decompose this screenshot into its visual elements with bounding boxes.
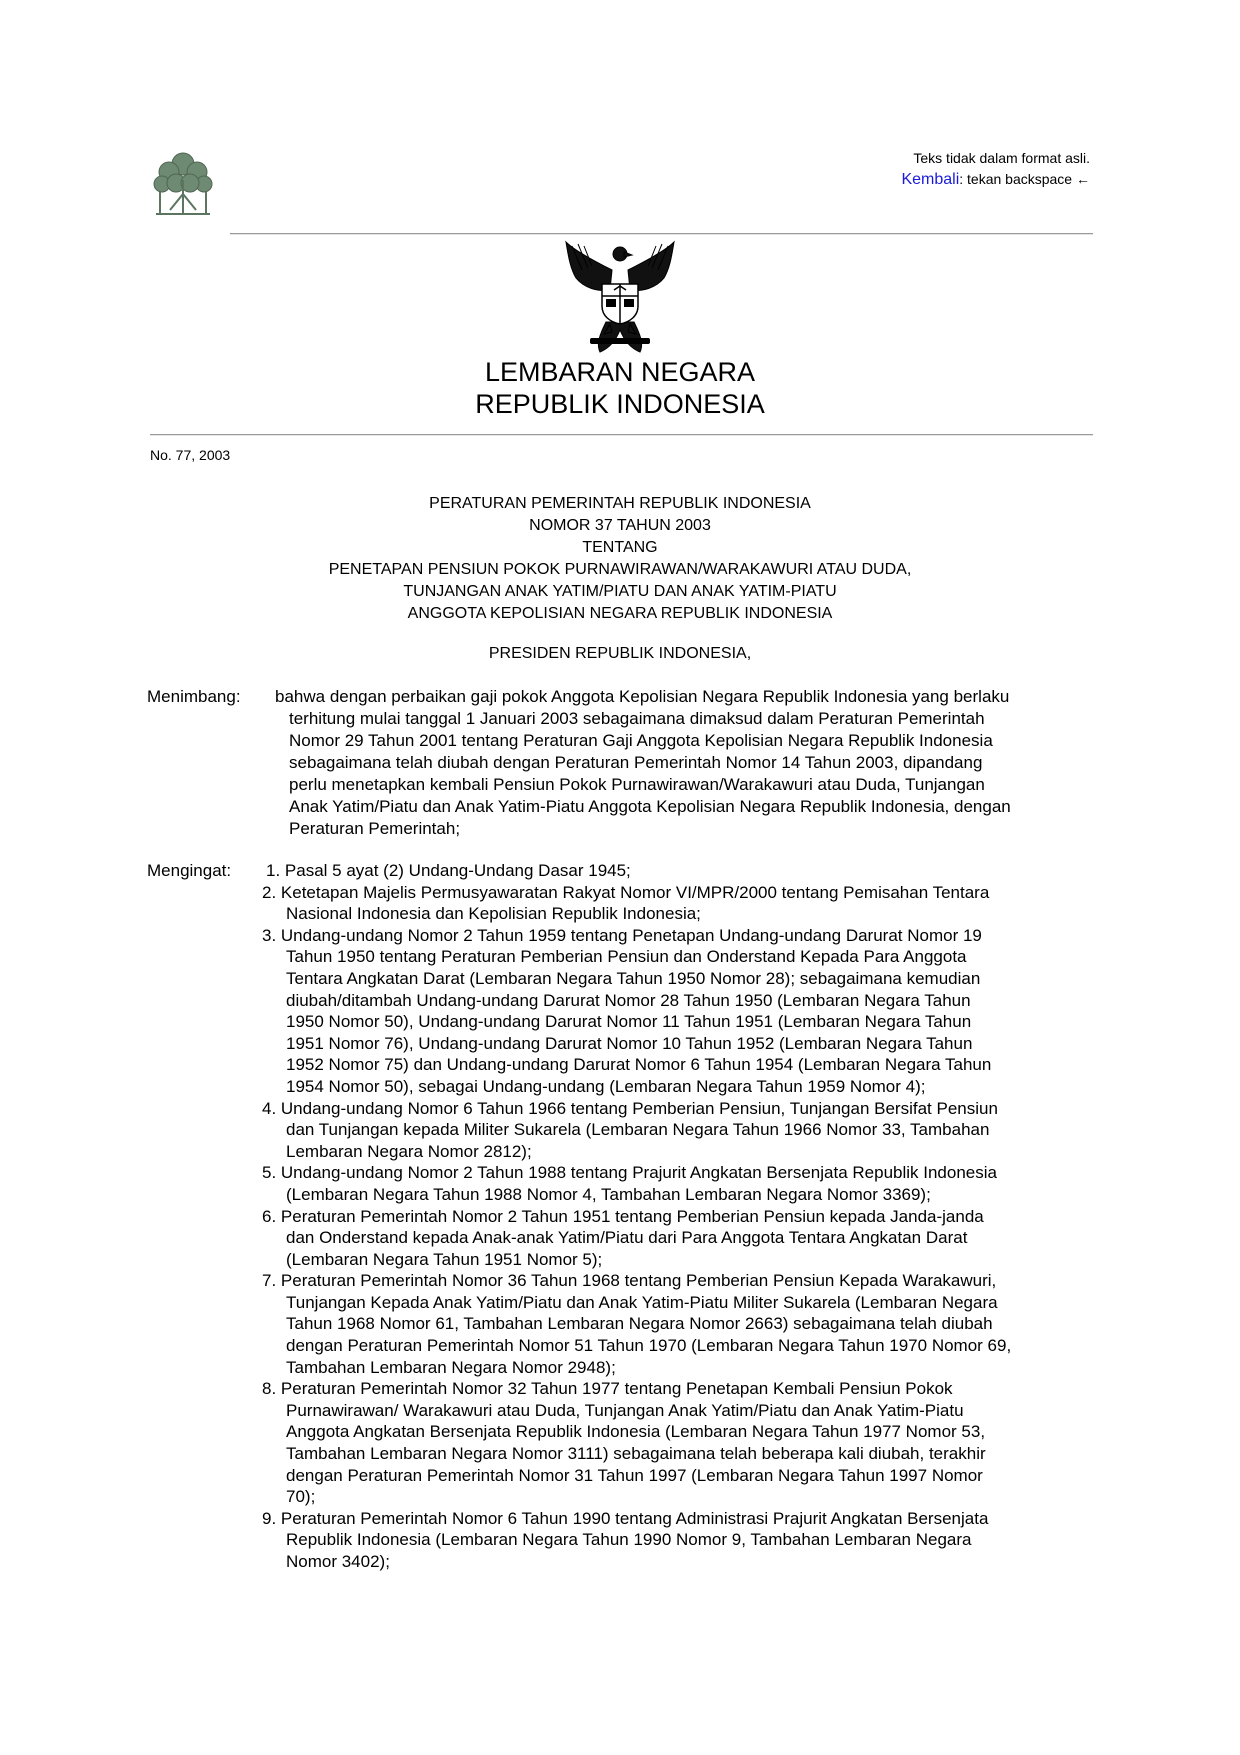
format-note-text: Teks tidak dalam format asli. [913, 150, 1090, 166]
mengingat-list [262, 860, 1102, 1573]
mengingat-line: 8. Peraturan Pemerintah Nomor 32 Tahun 1977 tentang Penetapan Kembali Pensiun Pokok [262, 1379, 953, 1399]
mengingat-item [262, 1098, 1102, 1163]
mengingat-line: 6. Peraturan Pemerintah Nomor 2 Tahun 1951 tentang Pemberian Pensiun kepada Janda-janda [262, 1206, 984, 1226]
mengingat-line: Nomor 3402); [286, 1552, 390, 1571]
mengingat-line: (Lembaran Negara Tahun 1951 Nomor 5); [286, 1249, 603, 1269]
masthead-divider [150, 434, 1093, 436]
mengingat-line: Tahun 1950 tentang Peraturan Pemberian Pensiun dan Onderstand Kepada Para Anggota [286, 947, 967, 967]
mengingat-item [262, 860, 1102, 882]
mengingat-line: 7. Peraturan Pemerintah Nomor 36 Tahun 1968 tentang Pemberian Pensiun Kepada Warakawuri, [262, 1271, 997, 1291]
title-line: PENETAPAN PENSIUN POKOK PURNAWIRAWAN/WARAKAWURI ATAU DUDA, [328, 561, 912, 578]
mengingat-item [262, 1270, 1102, 1378]
back-hint: : tekan backspace ← [959, 171, 1090, 187]
mengingat-line: dan Tunjangan kepada Militer Sukarela (Lembaran Negara Tahun 1966 Nomor 33, Tambahan [286, 1120, 990, 1140]
mengingat-line: 4. Undang-undang Nomor 6 Tahun 1966 tentang Pemberian Pensiun, Tunjangan Bersifat Pensiun [262, 1098, 998, 1118]
mengingat-line: 70); [286, 1487, 316, 1507]
format-note [901, 148, 1090, 190]
mengingat-line: Tunjangan Kepada Anak Yatim/Piatu dan Anak Yatim-Piatu Militer Sukarela (Lembaran Negara [286, 1292, 998, 1312]
mengingat-line: Tambahan Lembaran Negara Nomor 3111) sebagaimana telah beberapa kali diubah, terakhir [286, 1444, 986, 1464]
mengingat-line: dan Onderstand kepada Anak-anak Yatim/Piatu dari Para Anggota Tentara Angkatan Darat [286, 1228, 968, 1248]
garuda-emblem-icon [562, 240, 678, 360]
menimbang-line: Anak Yatim/Piatu dan Anak Yatim-Piatu Anggota Kepolisian Negara Republik Indonesia, dengan [289, 797, 1011, 816]
mengingat-line: dengan Peraturan Pemerintah Nomor 31 Tahun 1997 (Lembaran Negara Tahun 1997 Nomor [286, 1465, 983, 1485]
mengingat-item [262, 1162, 1102, 1205]
menimbang-line: perlu menetapkan kembali Pensiun Pokok Purnawirawan/Warakawuri atau Duda, Tunjangan [289, 775, 985, 794]
doc-number: No. 77, 2003 [150, 447, 231, 463]
mengingat-item [262, 882, 1102, 925]
title-line: TUNJANGAN ANAK YATIM/PIATU DAN ANAK YATIM-PIATU [403, 583, 837, 600]
mengingat-line: Anggota Angkatan Bersenjata Republik Indonesia (Lembaran Negara Tahun 1977 Nomor 53, [286, 1422, 986, 1442]
menimbang-line: Nomor 29 Tahun 2001 tentang Peraturan Gaji Anggota Kepolisian Negara Republik Indonesia [289, 731, 993, 750]
mengingat-line: 1951 Nomor 76), Undang-undang Darurat Nomor 10 Tahun 1952 (Lembaran Negara Tahun [286, 1033, 973, 1053]
mengingat-line: Lembaran Negara Nomor 2812); [286, 1141, 532, 1161]
president-heading: PRESIDEN REPUBLIK INDONESIA, [488, 645, 752, 662]
mengingat-line: dengan Peraturan Pemerintah Nomor 51 Tahun 1970 (Lembaran Negara Tahun 1970 Nomor 69, [286, 1336, 1012, 1356]
mengingat-item [262, 1508, 1102, 1573]
back-link[interactable]: Kembali [901, 171, 960, 188]
menimbang-text [275, 686, 1095, 840]
menimbang-label: Menimbang: [147, 687, 241, 706]
mengingat-line: diubah/ditambah Undang-undang Darurat Nomor 28 Tahun 1950 (Lembaran Negara Tahun [286, 990, 971, 1010]
mengingat-line: 1. Pasal 5 ayat (2) Undang-Undang Dasar 1945; [266, 861, 631, 880]
mengingat-line: (Lembaran Negara Tahun 1988 Nomor 4, Tambahan Lembaran Negara Nomor 3369); [286, 1184, 931, 1204]
menimbang-line: Peraturan Pemerintah; [289, 819, 461, 838]
mengingat-line: 2. Ketetapan Majelis Permusyawaratan Rakyat Nomor VI/MPR/2000 tentang Pemisahan Tentara [262, 882, 990, 902]
mengingat-line: Tahun 1968 Nomor 61, Tambahan Lembaran Negara Nomor 2663) sebagaimana telah diubah [286, 1314, 993, 1334]
title-line: PERATURAN PEMERINTAH REPUBLIK INDONESIA [429, 495, 811, 512]
regulation-title [0, 493, 1240, 625]
mengingat-line: Republik Indonesia (Lembaran Negara Tahun 1990 Nomor 9, Tambahan Lembaran Negara [286, 1530, 972, 1550]
title-line: TENTANG [582, 539, 658, 556]
mengingat-label: Mengingat: [147, 861, 232, 880]
menimbang-line: sebagaimana telah diubah dengan Peraturan Pemerintah Nomor 14 Tahun 2003, dipandang [289, 753, 983, 772]
mengingat-line: Tentara Angkatan Darat (Lembaran Negara Tahun 1950 Nomor 28); sebagaimana kemudian [286, 968, 981, 988]
mengingat-line: 9. Peraturan Pemerintah Nomor 6 Tahun 1990 tentang Administrasi Prajurit Angkatan Bersenjata [262, 1508, 989, 1528]
mengingat-item [262, 1206, 1102, 1271]
masthead-line-1: LEMBARAN NEGARA [484, 357, 756, 387]
masthead [0, 356, 1240, 420]
mengingat-line: 3. Undang-undang Nomor 2 Tahun 1959 tentang Penetapan Undang-undang Darurat Nomor 19 [262, 925, 982, 945]
mengingat-line: Nasional Indonesia dan Kepolisian Republik Indonesia; [286, 904, 701, 924]
top-divider [230, 233, 1093, 235]
tree-logo-icon [150, 150, 216, 218]
masthead-line-2: REPUBLIK INDONESIA [475, 389, 765, 419]
mengingat-line: 1950 Nomor 50), Undang-undang Darurat Nomor 11 Tahun 1951 (Lembaran Negara Tahun [286, 1012, 972, 1032]
title-line: ANGGOTA KEPOLISIAN NEGARA REPUBLIK INDONESIA [407, 605, 833, 622]
mengingat-item [262, 1378, 1102, 1508]
mengingat-line: 1952 Nomor 75) dan Undang-undang Darurat Nomor 6 Tahun 1954 (Lembaran Negara Tahun [286, 1055, 992, 1075]
menimbang-line: bahwa dengan perbaikan gaji pokok Anggota Kepolisian Negara Republik Indonesia yang berlaku [275, 687, 1010, 706]
mengingat-line: Tambahan Lembaran Negara Nomor 2948); [286, 1357, 616, 1377]
title-line: NOMOR 37 TAHUN 2003 [529, 517, 711, 534]
mengingat-line: 5. Undang-undang Nomor 2 Tahun 1988 tentang Prajurit Angkatan Bersenjata Republik Indonesia [262, 1163, 997, 1183]
mengingat-line: Purnawirawan/ Warakawuri atau Duda, Tunjangan Anak Yatim/Piatu dan Anak Yatim-Piatu [286, 1400, 964, 1420]
mengingat-item [262, 925, 1102, 1098]
mengingat-line: 1954 Nomor 50), sebagai Undang-undang (Lembaran Negara Tahun 1959 Nomor 4); [286, 1076, 926, 1096]
menimbang-line: terhitung mulai tanggal 1 Januari 2003 sebagaimana dimaksud dalam Peraturan Pemerintah [289, 709, 985, 728]
